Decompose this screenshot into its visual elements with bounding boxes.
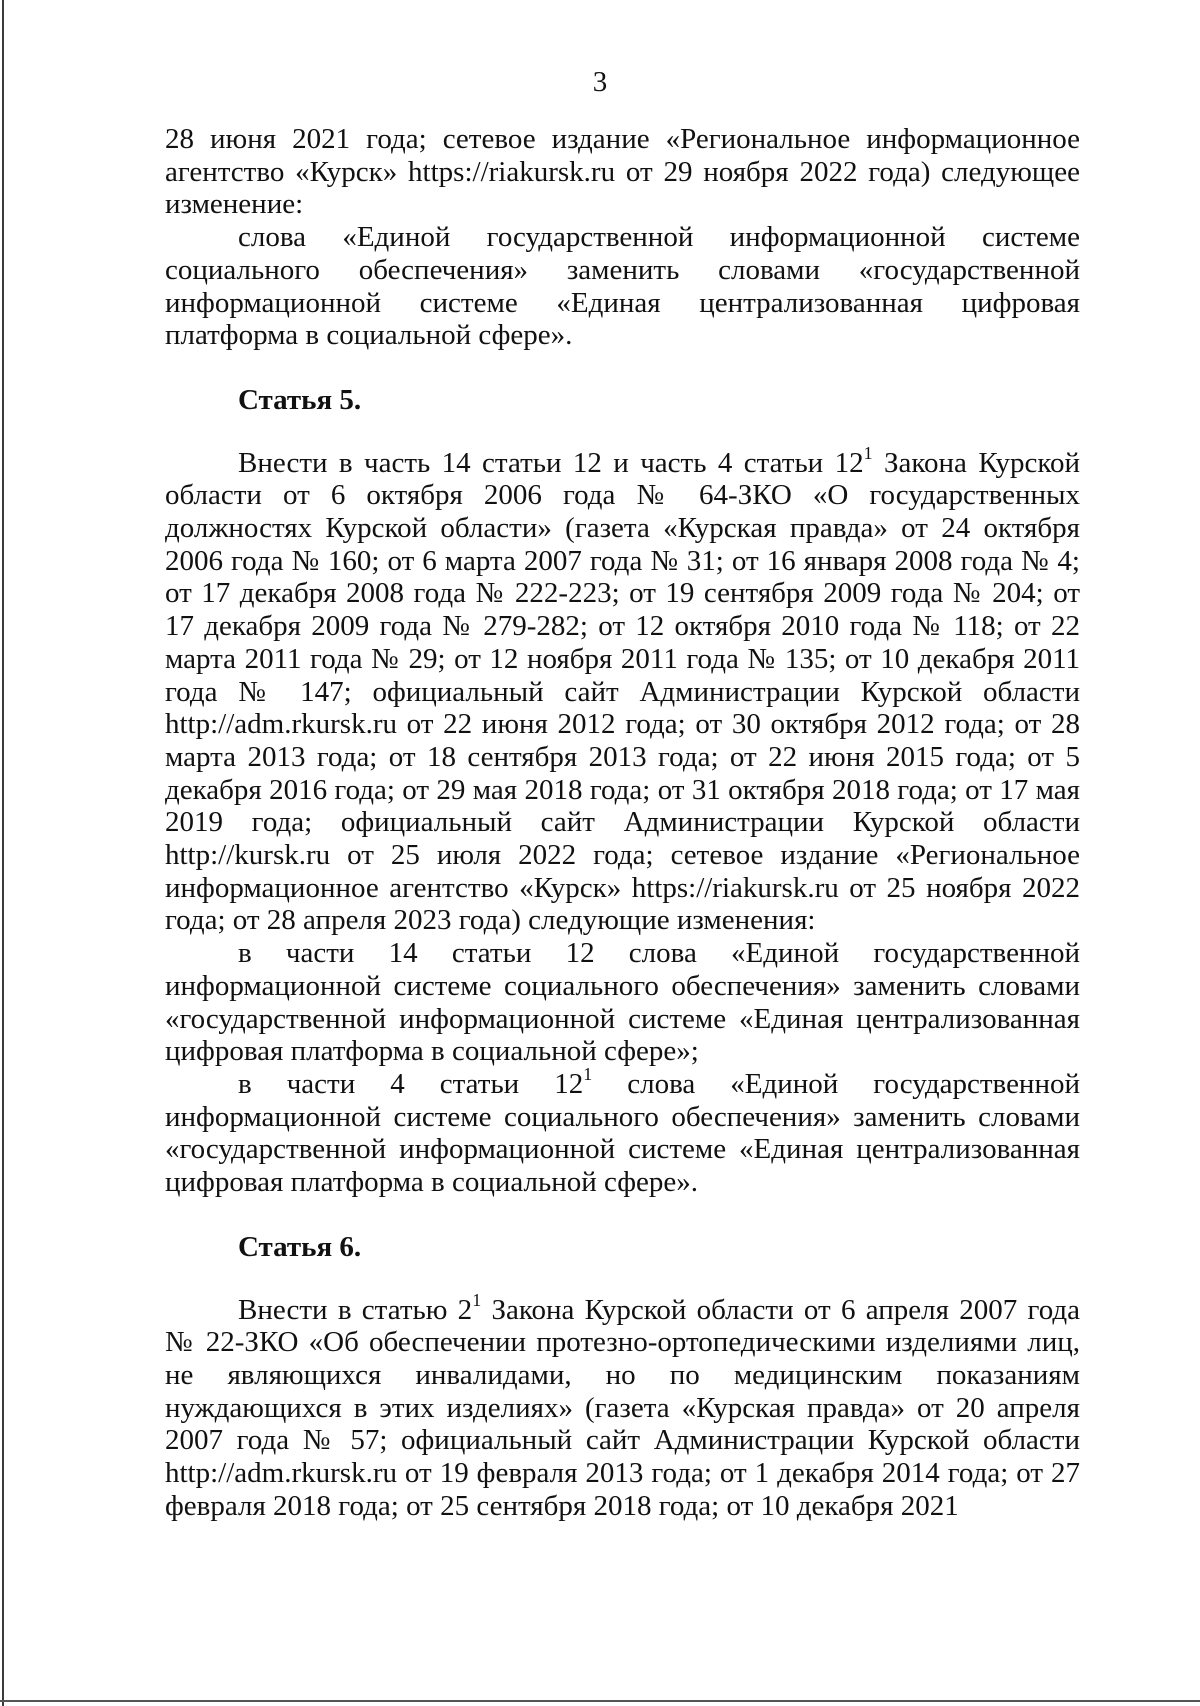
page-number: 3 <box>592 66 608 98</box>
text-run: слова «Единой государственной информационной системе социального обеспечения» заменить словами «государственной информационной системе «Единая централизованная цифровая платформа в социальной сфере». <box>165 1067 1080 1199</box>
paragraph-replacement-clause: слова «Единой государственной информационной системе социального обеспечения» заменить словами «государственной информационной системе «Единая централизованная цифровая платформа в социальной сфере». <box>165 221 1080 352</box>
text-run: Внести в часть 14 статьи 12 и часть 4 статьи 12 <box>238 446 864 479</box>
article-6-intro-paragraph <box>165 1289 1080 1523</box>
superscript: 1 <box>583 1064 593 1085</box>
text-run: Закона Курской области от 6 апреля 2007 года № 22-ЗКО «Об обеспечении протезно-ортопедическими изделиями лиц, не являющихся инвалидами, но по медицинским показаниям нуждающихся в этих изделиях» (газета «Курская правда» от 20 апреля 2007 года № 57; официальный сайт Администрации Курской области http://adm.rkursk.ru от 19 февраля 2013 года; от 1 декабря 2014 года; от 27 февраля 2018 года; от 25 сентября 2018 года; от 10 декабря 2021 <box>165 1293 1080 1522</box>
superscript: 1 <box>863 442 873 463</box>
scan-left-edge <box>2 0 4 1706</box>
text-run: Внести в статью 2 <box>238 1293 473 1326</box>
text-run: в части 4 статьи 12 <box>238 1067 584 1100</box>
article-5-item-part-14: в части 14 статьи 12 слова «Единой государственной информационной системе социального обеспечения» заменить словами «государственной информационной системе «Единая централизованная цифровая платформа в социальной сфере»; <box>165 937 1080 1068</box>
article-5-heading: Статья 5. <box>238 383 362 416</box>
paragraph-continuation: 28 июня 2021 года; сетевое издание «Региональное информационное агентство «Курск» https://riakursk.ru от 29 ноября 2022 года) следующее изменение: <box>165 123 1080 221</box>
text-run: Закона Курской области от 6 октября 2006 года № 64-ЗКО «О государственных должностях Курской области» (газета «Курская правда» от 24 октября 2006 года № 160; от 6 марта 2007 года № 31; от 16 января 2008 года № 4; от 17 декабря 2008 года № 222-223; от 19 сентября 2009 года № 204; от 17 декабря 2009 года № 279-282; от 12 октября 2010 года № 118; от 22 марта 2011 года № 29; от 12 ноября 2011 года № 135; от 10 декабря 2011 года № 147; официальный сайт Администрации Курской области http://adm.rkursk.ru от 22 июня 2012 года; от 30 октября 2012 года; от 28 марта 2013 года; от 18 сентября 2013 года; от 22 июня 2015 года; от 5 декабря 2016 года; от 29 мая 2018 года; от 31 октября 2018 года; от 17 мая 2019 года; официальный сайт Администрации Курской области http://kursk.ru от 25 июля 2022 года; сетевое издание «Региональное информационное агентство «Курск» https://riakursk.ru от 25 ноября 2022 года; от 28 апреля 2023 года) следующие изменения: <box>165 446 1080 937</box>
document-body <box>165 123 1080 1522</box>
article-5-item-part-4 <box>165 1064 1080 1199</box>
article-6-heading: Статья 6. <box>238 1230 362 1263</box>
scan-bottom-edge <box>0 1700 1200 1702</box>
superscript: 1 <box>472 1289 482 1310</box>
article-5-intro-paragraph <box>165 442 1080 938</box>
